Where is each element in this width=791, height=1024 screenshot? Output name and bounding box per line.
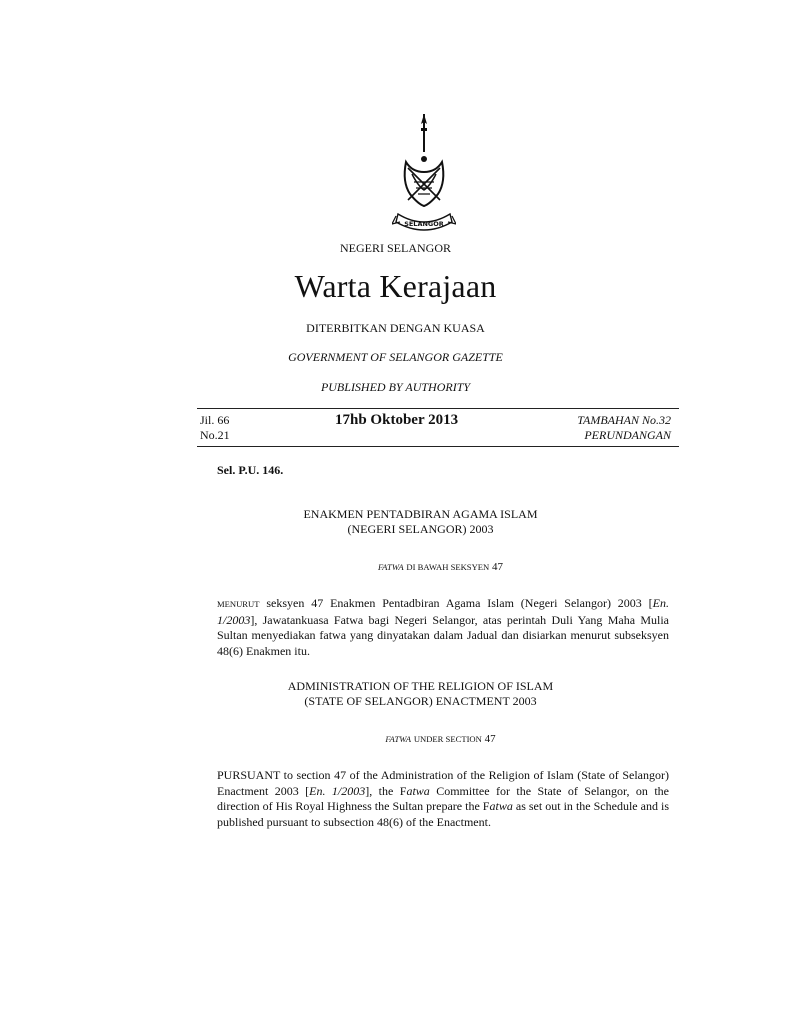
gazette-title: Warta Kerajaan (294, 268, 497, 304)
english-fatwa-caption (0, 733, 791, 745)
state-name: NEGERI SELANGOR (340, 241, 451, 255)
supplement-label: TAMBAHAN No.32 (577, 413, 671, 427)
crest-ribbon-text: SELANGOR (404, 220, 444, 228)
enactment-reference: En. 1/2003 (309, 783, 366, 798)
subtitle-authority-malay: DITERBITKAN DENGAN KUASA (306, 321, 485, 335)
volume-label: Jil. 66 (200, 413, 230, 427)
enactment-reference: En. 1/2003 (217, 596, 669, 627)
english-heading-line2: (STATE OF SELANGOR) ENACTMENT 2003 (304, 694, 537, 708)
fatwa-section-number: 47 (492, 561, 504, 573)
selangor-crest-icon (392, 112, 456, 242)
english-heading (0, 679, 791, 709)
issue-date: 17hb Oktober 2013 (335, 412, 459, 428)
reference-number: Sel. P.U. 146. (217, 463, 284, 477)
english-heading-line1: ADMINISTRATION OF THE RELIGION OF ISLAM (287, 679, 554, 693)
fatwa-word: FATWA (377, 562, 404, 572)
malay-heading-line1: ENAKMEN PENTADBIRAN AGAMA ISLAM (303, 507, 538, 521)
fatwa-word: FATWA (385, 734, 412, 744)
malay-fatwa-caption (0, 561, 791, 573)
fatwa-section-number: 47 (484, 733, 496, 745)
english-paragraph: PURSUANT to section 47 of the Administration of the Religion of Islam (State of Selangor) Enactment 2003 [En. 1/2003], the Fatwa Committee for the State of Selangor, on the direction of His Royal Highness the Sultan prepare the Fatwa as set out in the Schedule and is published pursuant to subsection 48(6) of the Enactment. (217, 768, 669, 829)
header-rule-bottom (197, 446, 679, 447)
malay-heading-line2: (NEGERI SELANGOR) 2003 (347, 522, 494, 536)
category-label: PERUNDANGAN (584, 428, 671, 442)
para-lead-word: MENURUT (217, 599, 260, 609)
malay-heading (0, 507, 791, 537)
number-label: No.21 (200, 428, 230, 442)
fatwa-caption-rest: DI BAWAH SEKSYEN (406, 562, 490, 572)
subtitle-authority-english: PUBLISHED BY AUTHORITY (320, 380, 471, 394)
fatwa-caption-rest: UNDER SECTION (413, 734, 482, 744)
header-rule-top (197, 408, 679, 409)
subtitle-gazette-english: GOVERNMENT OF SELANGOR GAZETTE (288, 350, 503, 364)
malay-paragraph: MENURUT seksyen 47 Enakmen Pentadbiran Agama Islam (Negeri Selangor) 2003 [En. 1/2003], Jawatankuasa Fatwa bagi Negeri Selangor, atas perintah Duli Yang Maha Mulia Sultan menyediakan fatwa yang dinyatakan dalam Jadual dan disiarkan menurut subseksyen 48(6) Enakmen itu. (217, 596, 669, 658)
